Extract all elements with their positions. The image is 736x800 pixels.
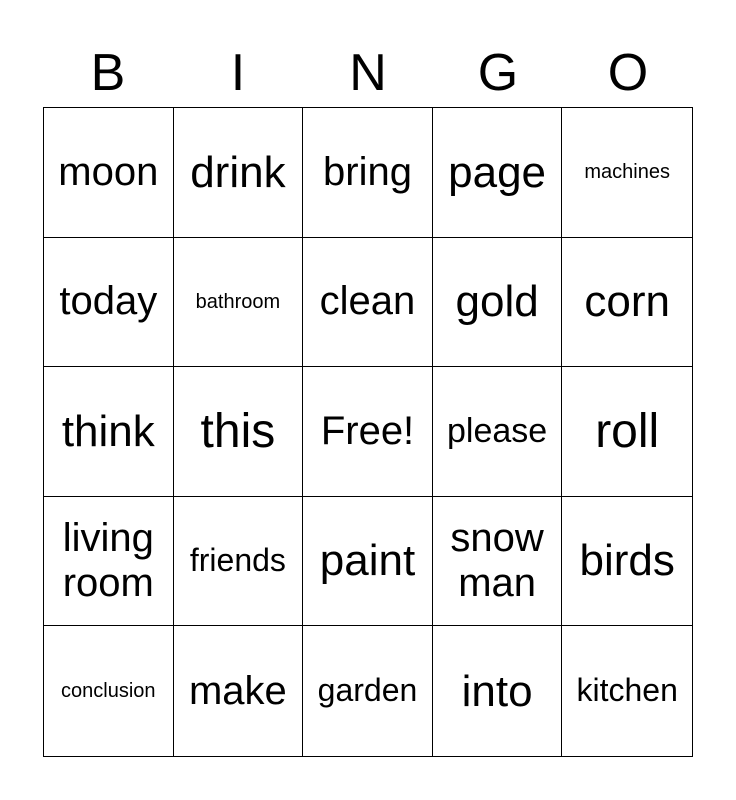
bingo-cell[interactable]: friends — [174, 497, 304, 627]
bingo-cell[interactable]: machines — [562, 108, 692, 238]
free-space[interactable]: Free! — [303, 367, 433, 497]
header-letter-i: I — [230, 44, 246, 102]
bingo-cell[interactable]: conclusion — [44, 626, 174, 756]
bingo-cell[interactable]: paint — [303, 497, 433, 627]
bingo-cell[interactable]: into — [433, 626, 563, 756]
bingo-header — [43, 40, 693, 106]
bingo-cell[interactable]: kitchen — [576, 672, 678, 709]
bingo-board — [43, 107, 693, 757]
bingo-cell[interactable]: birds — [562, 497, 692, 627]
bingo-cell[interactable]: roll — [562, 367, 692, 497]
bingo-cell[interactable]: moon — [44, 108, 174, 238]
bingo-cell[interactable]: corn — [562, 238, 692, 368]
bingo-cell[interactable]: living room — [44, 497, 174, 627]
bingo-cell[interactable]: make — [174, 626, 304, 756]
bingo-cell[interactable]: drink — [174, 108, 304, 238]
header-letter-o: O — [607, 44, 649, 102]
header-letter-b: B — [90, 44, 126, 102]
bingo-cell[interactable]: garden — [303, 626, 433, 756]
bingo-cell[interactable]: today — [44, 238, 174, 368]
bingo-cell[interactable]: snow man — [433, 497, 563, 627]
header-letter-g: G — [477, 44, 519, 102]
bingo-cell[interactable]: please — [433, 367, 563, 497]
bingo-cell[interactable]: bring — [303, 108, 433, 238]
bingo-cell[interactable]: page — [433, 108, 563, 238]
header-letter-n: N — [349, 44, 387, 102]
bingo-cell[interactable]: gold — [433, 238, 563, 368]
bingo-cell[interactable]: think — [44, 367, 174, 497]
bingo-cell[interactable]: clean — [303, 238, 433, 368]
bingo-cell[interactable]: this — [174, 367, 304, 497]
bingo-cell[interactable]: bathroom — [174, 238, 304, 368]
